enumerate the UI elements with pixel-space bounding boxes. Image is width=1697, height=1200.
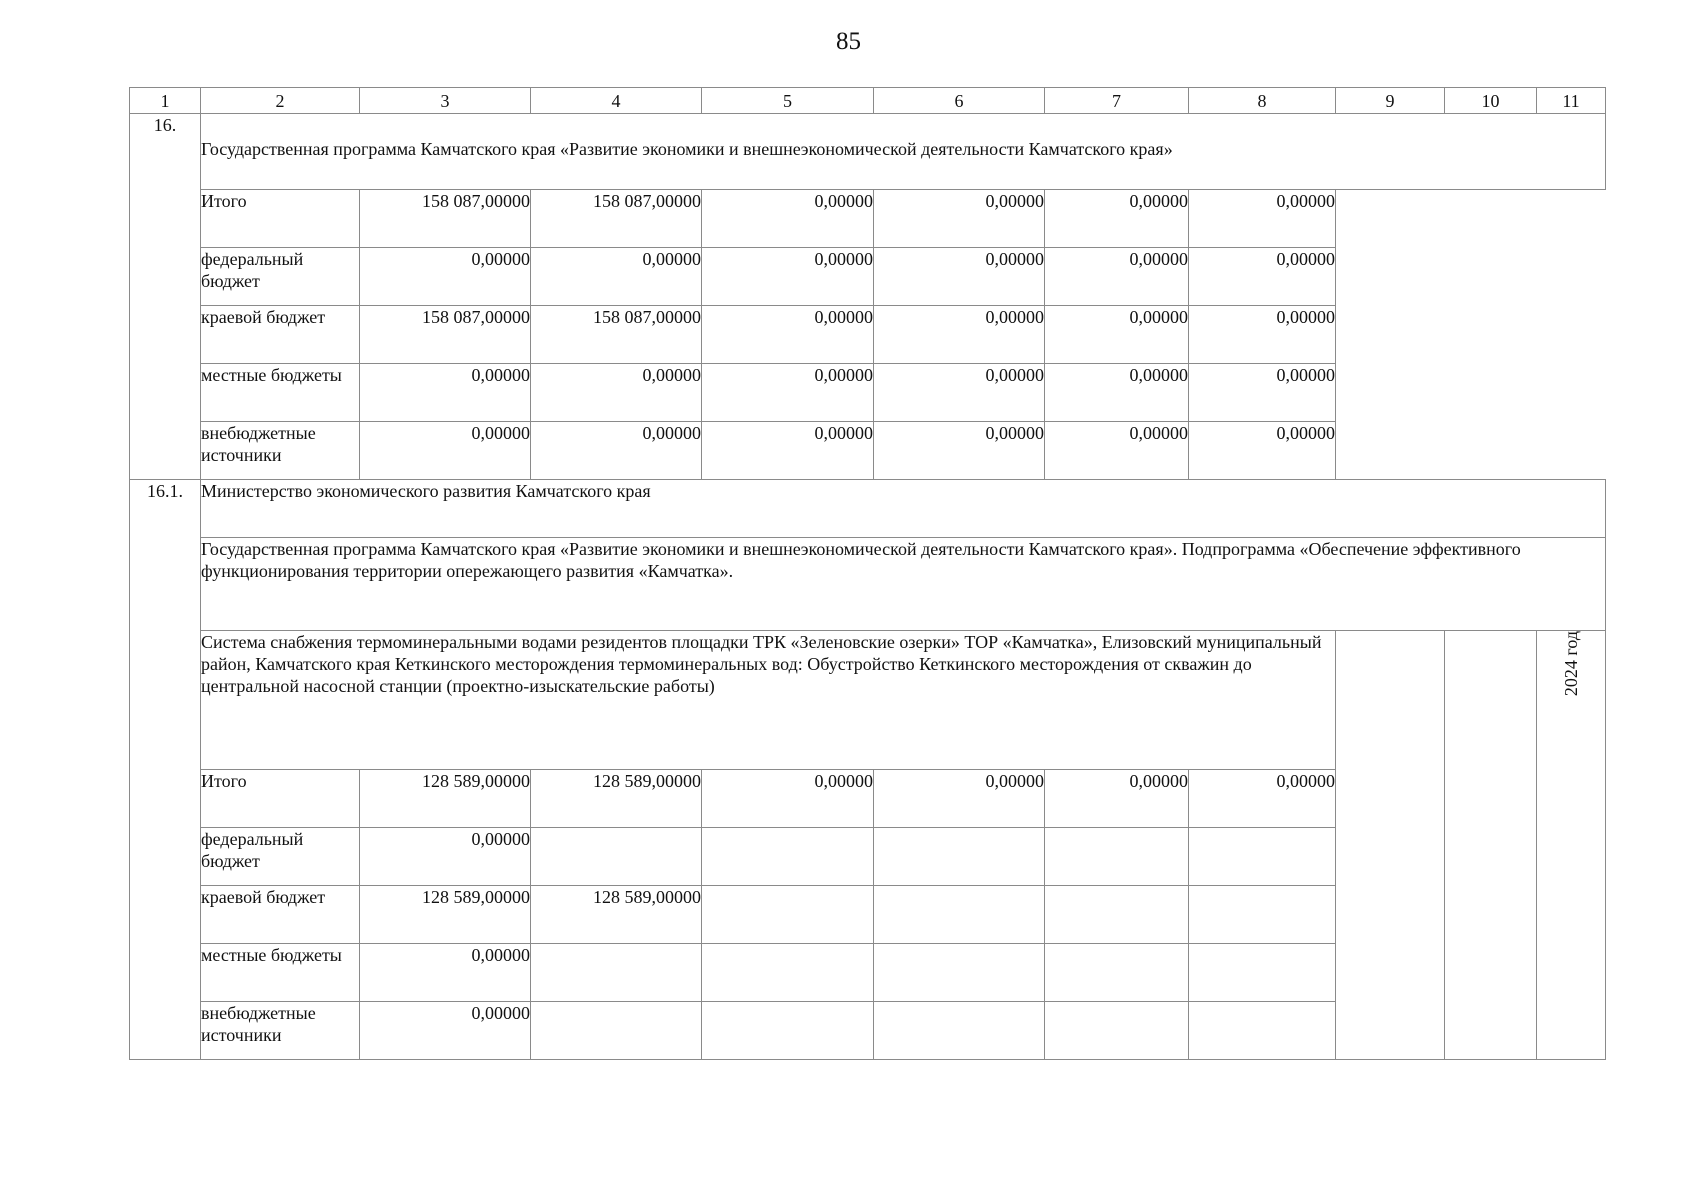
column-number: 9: [1336, 88, 1445, 114]
value-cell: [1189, 828, 1336, 886]
value-cell: 0,00000: [1045, 306, 1189, 364]
column-number-row: [130, 88, 1606, 114]
section-index: 16.: [130, 114, 201, 480]
year-label: 2024 год: [1561, 631, 1581, 697]
column-number: 6: [874, 88, 1045, 114]
column-number: 1: [130, 88, 201, 114]
row-label: местные бюджеты: [201, 364, 360, 422]
value-cell: 0,00000: [874, 364, 1045, 422]
row-label: федеральный бюджет: [201, 828, 360, 886]
value-cell: 0,00000: [1189, 422, 1336, 480]
value-cell: [1045, 944, 1189, 1002]
column-number: 11: [1537, 88, 1606, 114]
section-index: 16.1.: [130, 480, 201, 1060]
program-title: Государственная программа Камчатского края «Развитие экономики и внешнеэкономической деятельности Камчатского края»: [201, 114, 1606, 190]
value-cell: [874, 944, 1045, 1002]
value-cell: 0,00000: [702, 248, 874, 306]
ministry-title: Министерство экономического развития Камчатского края: [201, 480, 1606, 538]
row-label: внебюджетные источники: [201, 1002, 360, 1060]
value-cell: 0,00000: [1189, 770, 1336, 828]
value-cell: [1189, 944, 1336, 1002]
value-cell: 0,00000: [1045, 364, 1189, 422]
value-cell: 0,00000: [531, 364, 702, 422]
value-cell: [531, 1002, 702, 1060]
value-cell: 158 087,00000: [360, 190, 531, 248]
value-cell: 158 087,00000: [360, 306, 531, 364]
value-cell: 0,00000: [702, 190, 874, 248]
value-cell: 0,00000: [360, 944, 531, 1002]
value-cell: 0,00000: [360, 364, 531, 422]
value-cell: 128 589,00000: [360, 886, 531, 944]
value-cell: [702, 886, 874, 944]
blank-area: [1336, 190, 1606, 480]
value-cell: [702, 828, 874, 886]
subprogram-title: Государственная программа Камчатского края «Развитие экономики и внешнеэкономической деятельности Камчатского края». Подпрограмма «Обеспечение эффективного функционирования территории опережающего развития «Камчатка».: [201, 538, 1606, 631]
row-label: краевой бюджет: [201, 886, 360, 944]
value-cell: 0,00000: [1045, 422, 1189, 480]
column-number: 5: [702, 88, 874, 114]
row-label: Итого: [201, 190, 360, 248]
value-cell: [1189, 886, 1336, 944]
column-number: 10: [1445, 88, 1537, 114]
value-cell: 0,00000: [360, 248, 531, 306]
value-cell: 0,00000: [531, 422, 702, 480]
value-cell: [531, 944, 702, 1002]
value-cell: 0,00000: [360, 1002, 531, 1060]
value-cell: 128 589,00000: [360, 770, 531, 828]
row-label: федеральный бюджет: [201, 248, 360, 306]
value-cell: [702, 944, 874, 1002]
column-number: 3: [360, 88, 531, 114]
column-number: 8: [1189, 88, 1336, 114]
value-cell: 128 589,00000: [531, 886, 702, 944]
value-cell: [1189, 1002, 1336, 1060]
budget-table: [129, 87, 1606, 1060]
program-row: [130, 114, 1606, 190]
value-cell: 0,00000: [1189, 306, 1336, 364]
value-cell: 0,00000: [1189, 248, 1336, 306]
row-label: местные бюджеты: [201, 944, 360, 1002]
value-cell: [874, 1002, 1045, 1060]
value-cell: 0,00000: [1045, 248, 1189, 306]
value-cell: [1045, 1002, 1189, 1060]
value-cell: [702, 1002, 874, 1060]
column-number: 2: [201, 88, 360, 114]
ministry-row: [130, 480, 1606, 538]
value-cell: [874, 828, 1045, 886]
value-cell: 0,00000: [874, 422, 1045, 480]
value-cell: [1045, 886, 1189, 944]
row-label: внебюджетные источники: [201, 422, 360, 480]
row-label: Итого: [201, 770, 360, 828]
row-label: краевой бюджет: [201, 306, 360, 364]
value-cell: 0,00000: [702, 422, 874, 480]
value-cell: [1045, 828, 1189, 886]
page-number: 85: [836, 28, 861, 55]
value-cell: 0,00000: [531, 248, 702, 306]
value-cell: 0,00000: [1189, 190, 1336, 248]
year-cell: [1537, 631, 1606, 1060]
value-cell: 0,00000: [1045, 190, 1189, 248]
value-cell: 158 087,00000: [531, 306, 702, 364]
value-cell: 0,00000: [702, 770, 874, 828]
value-cell: 0,00000: [1045, 770, 1189, 828]
value-cell: 0,00000: [874, 248, 1045, 306]
value-cell: [531, 828, 702, 886]
subprogram-row: [130, 538, 1606, 631]
value-cell: 0,00000: [1189, 364, 1336, 422]
table-row: [130, 190, 1606, 248]
value-cell: 0,00000: [360, 828, 531, 886]
value-cell: 0,00000: [360, 422, 531, 480]
value-cell: 158 087,00000: [531, 190, 702, 248]
value-cell: 0,00000: [874, 770, 1045, 828]
value-cell: 128 589,00000: [531, 770, 702, 828]
value-cell: 0,00000: [702, 364, 874, 422]
value-cell: 0,00000: [874, 306, 1045, 364]
value-cell: 0,00000: [874, 190, 1045, 248]
column-9-cell: [1336, 631, 1445, 1060]
value-cell: [874, 886, 1045, 944]
value-cell: 0,00000: [702, 306, 874, 364]
column-number: 7: [1045, 88, 1189, 114]
column-10-cell: [1445, 631, 1537, 1060]
object-description: Система снабжения термоминеральными водами резидентов площадки ТРК «Зеленовские озерки» ТОР «Камчатка», Елизовский муниципальный район, Камчатского края Кеткинского месторождения термоминеральных вод: Обустройство Кеткинского месторождения от скважин до центральной насосной станции (проектно-изыскательские работы): [201, 631, 1336, 770]
column-number: 4: [531, 88, 702, 114]
object-row: [130, 631, 1606, 770]
